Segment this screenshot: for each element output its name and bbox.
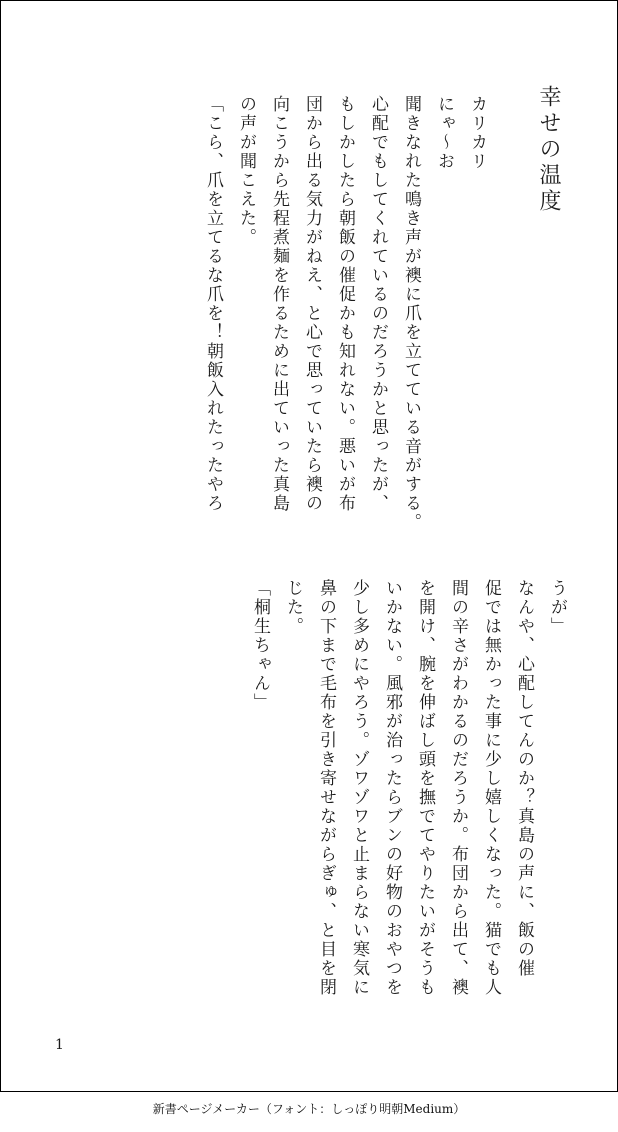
text-line: 促では無かった事に少し嬉しくなった。猫でも人	[481, 579, 501, 997]
footer-credit: 新書ページメーカー（フォント：しっぽり明朝Medium）	[152, 1102, 466, 1116]
text-line: を開け、腕を伸ばし頭を撫でてやりたいがそうも	[415, 579, 435, 997]
text-line: なんや、心配してんのか？真島の声に、飯の催	[514, 579, 534, 978]
text-line: うが」	[547, 579, 567, 636]
text-line: 「桐生ちゃん」	[250, 579, 270, 712]
text-line: じた。	[283, 579, 303, 636]
text-line: 「こら、爪を立てるな爪を！朝飯入れたったやろ	[203, 95, 223, 513]
text-line: 少し多めにやろう。ゾワゾワと止まらない寒気に	[349, 579, 369, 997]
text-line: いかない。風邪が治ったらブンの好物のおやつを	[382, 579, 402, 997]
lower-text-block	[243, 579, 573, 997]
text-line: 聞きなれた鳴き声が襖に爪を立てている音がする。	[401, 95, 421, 532]
text-line: もしかしたら朝飯の催促かも知れない。悪いが布	[335, 95, 355, 513]
text-line: 心配でもしてくれているのだろうかと思ったが、	[368, 95, 388, 513]
upper-text-block	[196, 95, 493, 532]
page-title: 幸せの温度	[536, 85, 561, 215]
text-line: 団から出る気力がねえ、と心で思っていたら襖の	[302, 95, 322, 513]
text-line: 鼻の下まで毛布を引き寄せながらぎゅ、と目を閉	[316, 579, 336, 997]
page-number: 1	[55, 1037, 64, 1053]
text-line: 向こうから先程煮麺を作るために出ていった真島	[269, 95, 289, 513]
text-line: の声が聞こえた。	[236, 95, 256, 247]
text-line: カリカリ	[467, 95, 487, 171]
text-line: 間の辛さがわかるのだろうか。布団から出て、襖	[448, 579, 468, 997]
text-line: にゃ〜お	[434, 95, 454, 171]
